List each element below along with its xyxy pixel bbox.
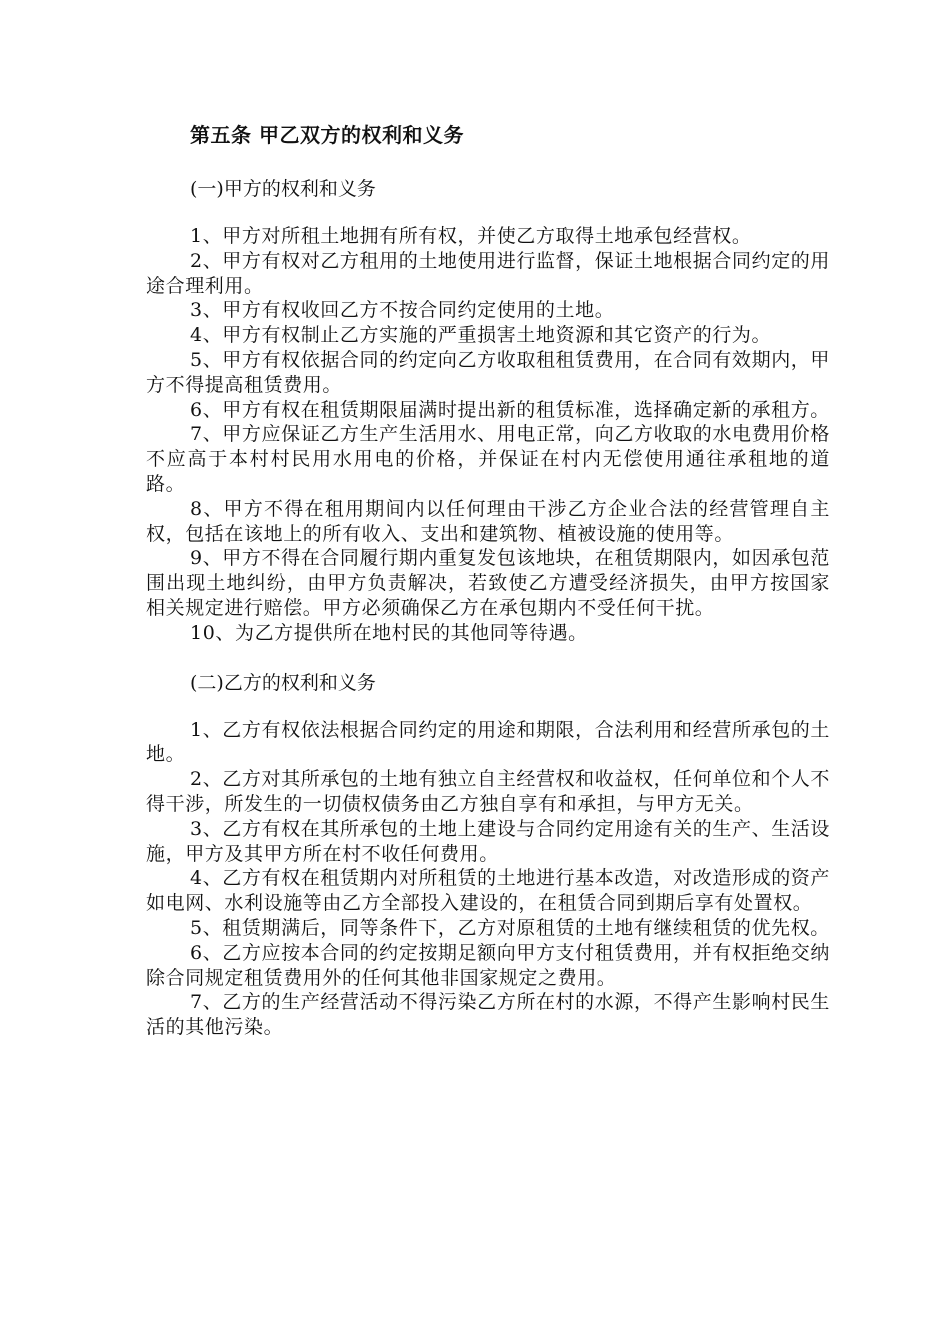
- section-heading-party-a: (一)甲方的权利和义务: [190, 178, 376, 200]
- clause-item: 6、乙方应按本合同的约定按期足额向甲方支付租赁费用，并有权拒绝交纳除合同规定租赁费用外的任何其他非国家规定之费用。: [146, 941, 830, 989]
- clause-item: 5、甲方有权依据合同的约定向乙方收取租租赁费用，在合同有效期内，甲方不得提高租赁费用。: [146, 348, 830, 396]
- clause-item: 8、甲方不得在租用期间内以任何理由干涉乙方企业合法的经营管理自主权，包括在该地上的所有收入、支出和建筑物、植被设施的使用等。: [146, 497, 830, 545]
- clause-item: 4、乙方有权在租赁期内对所租赁的土地进行基本改造，对改造形成的资产如电网、水利设施等由乙方全部投入建设的，在租赁合同到期后享有处置权。: [146, 867, 830, 915]
- clause-item: 7、乙方的生产经营活动不得污染乙方所在村的水源，不得产生影响村民生活的其他污染。: [146, 991, 830, 1039]
- clause-item: 3、乙方有权在其所承包的土地上建设与合同约定用途有关的生产、生活设施，甲方及其甲方所在村不收任何费用。: [146, 817, 830, 865]
- clause-item: 4、甲方有权制止乙方实施的严重损害土地资源和其它资产的行为。: [190, 324, 772, 347]
- clause-item: 2、甲方有权对乙方租用的土地使用进行监督，保证土地根据合同约定的用途合理利用。: [146, 249, 830, 297]
- clause-item: 1、乙方有权依法根据合同约定的用途和期限，合法利用和经营所承包的土地。: [146, 718, 830, 766]
- clause-item: 1、甲方对所租土地拥有所有权，并使乙方取得土地承包经营权。: [190, 225, 752, 247]
- clause-item: 2、乙方对其所承包的土地有独立自主经营权和收益权，任何单位和个人不得干涉，所发生的一切债权债务由乙方独自享有和承担，与甲方无关。: [146, 768, 830, 815]
- clause-item: 7、甲方应保证乙方生产生活用水、用电正常，向乙方收取的水电费用价格不应高于本村村民用水用电的价格，并保证在村内无偿使用通往承租地的道路。: [146, 423, 830, 495]
- clause-item: 10、为乙方提供所在地村民的其他同等待遇。: [190, 621, 588, 644]
- party-a-clauses: [146, 224, 830, 646]
- clause-item: 3、甲方有权收回乙方不按合同约定使用的土地。: [190, 299, 615, 322]
- party-b-clauses: [146, 718, 830, 1040]
- article-title: 第五条 甲乙双方的权利和义务: [190, 123, 464, 147]
- clause-item: 5、租赁期满后，同等条件下，乙方对原租赁的土地有继续租赁的优先权。: [190, 916, 830, 939]
- section-heading-party-b: (二)乙方的权利和义务: [190, 671, 376, 694]
- document-page: [146, 120, 830, 1040]
- clause-item: 6、甲方有权在租赁期限届满时提出新的租赁标准，选择确定新的承租方。: [190, 398, 830, 421]
- clause-item: 9、甲方不得在合同履行期内重复发包该地块，在租赁期限内，如因承包范围出现土地纠纷，由甲方负责解决，若致使乙方遭受经济损失，由甲方按国家相关规定进行赔偿。甲方必须确保乙方在承包期内不受任何干扰。: [146, 547, 830, 619]
